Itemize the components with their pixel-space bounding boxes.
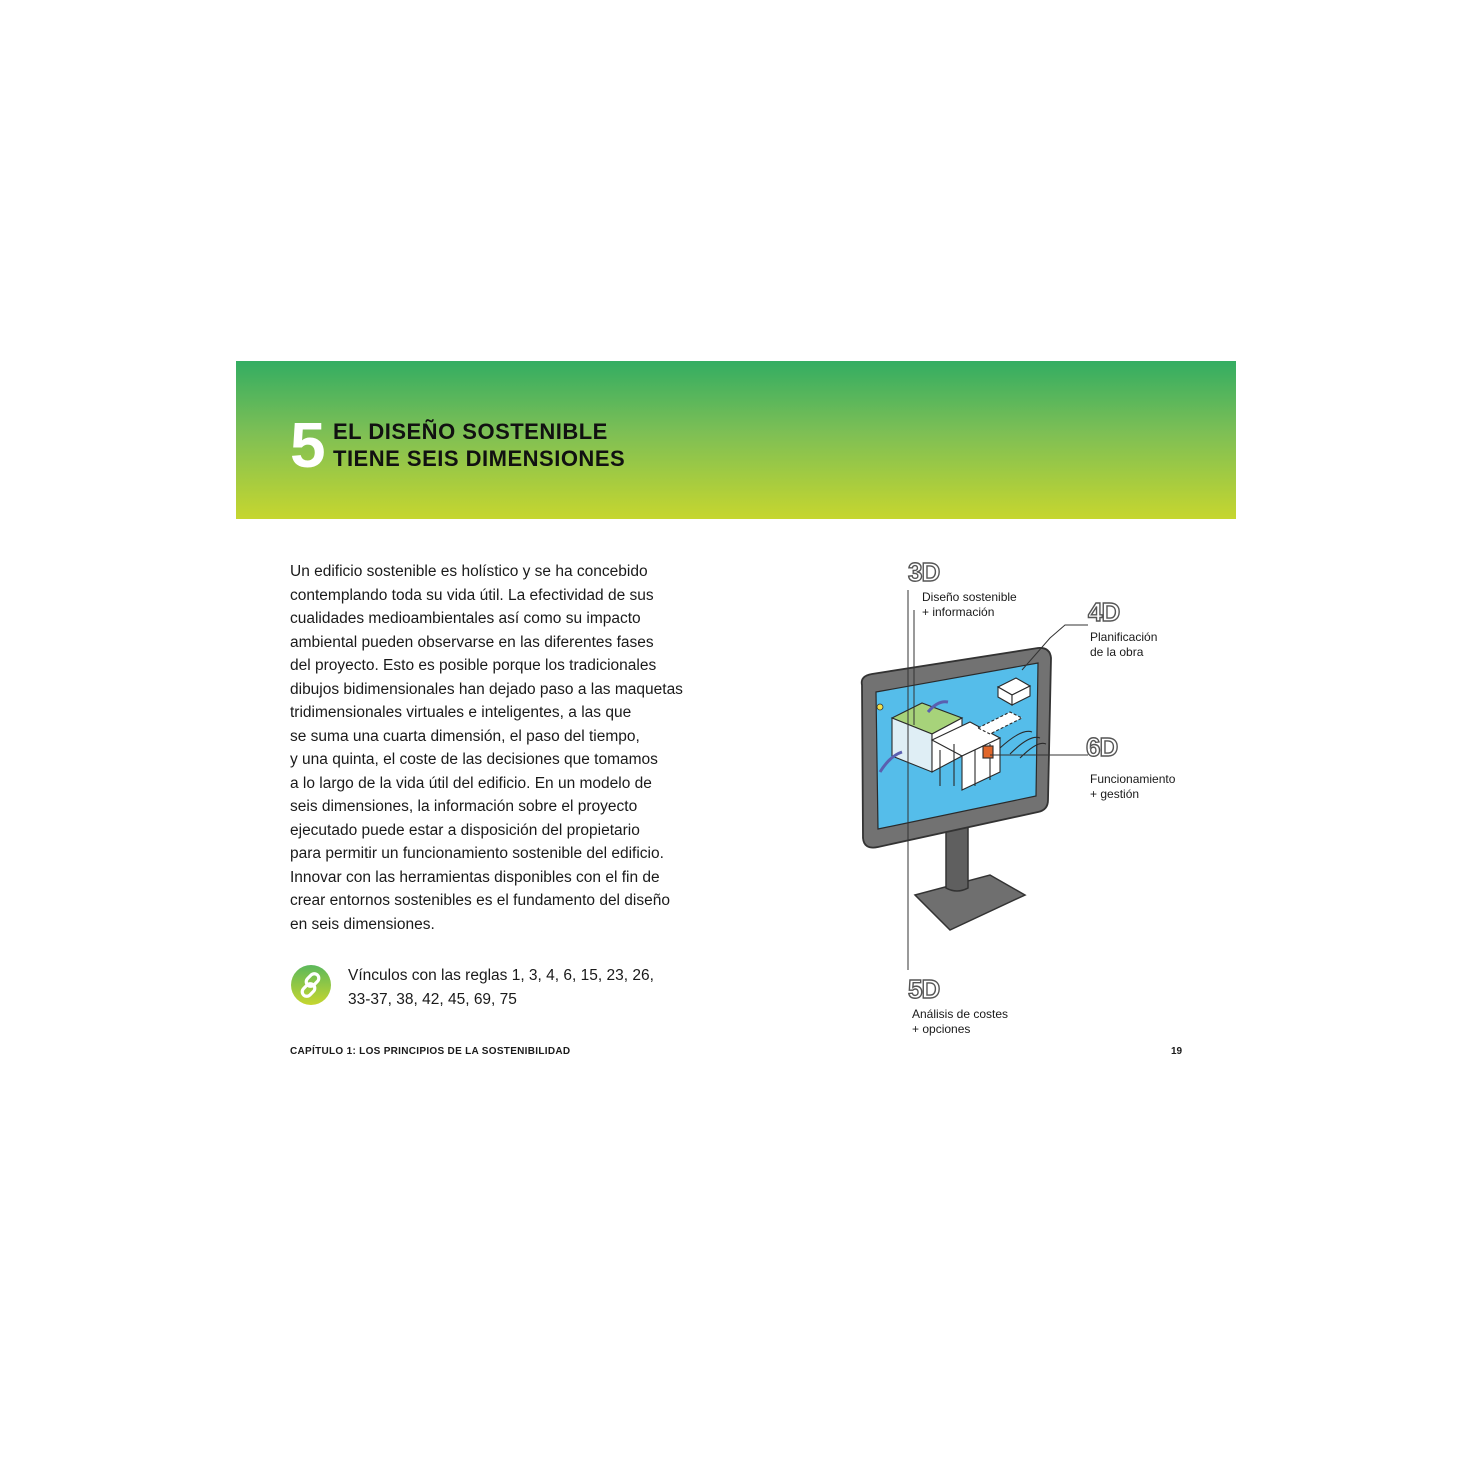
desc-line: Planificación [1090,630,1158,644]
body-line: en seis dimensiones. [290,915,435,933]
rule-number: 5 [290,409,326,481]
body-line: del proyecto. Esto es posible porque los tradicionales [290,657,657,674]
desc-line: Diseño sostenible [922,590,1017,604]
dimension-desc-4d [1090,630,1157,660]
desc-line: + opciones [912,1022,971,1036]
link-icon [291,965,331,1005]
body-line: cualidades medioambientales así como su impacto [290,610,641,627]
dimension-label-3d: 3D [908,557,940,587]
body-line: crear entornos sostenibles es el fundamento del diseño [290,892,670,909]
rule-title-line-2: TIENE SEIS DIMENSIONES [333,446,626,471]
monitor-illustration [850,550,1200,1050]
rule-title [333,418,625,472]
body-line: Innovar con las herramientas disponibles con el fin de [290,868,660,886]
links-line: Vínculos con las reglas 1, 3, 4, 6, 15, 23, 26, [348,967,654,984]
desc-line: + información [922,605,995,619]
desc-line: Funcionamiento [1090,772,1176,786]
dimension-desc-6d [1090,772,1175,802]
body-paragraph [290,560,690,936]
body-line: tridimensionales virtuales e inteligentes, a las que [290,704,632,721]
body-line: para permitir un funcionamiento sostenible del edificio. [290,845,664,862]
body-line: contemplando toda su vida útil. La efectividad de sus [290,586,654,604]
body-line: seis dimensiones, la información sobre el proyecto [290,798,638,815]
chapter-footer: CAPÍTULO 1: LOS PRINCIPIOS DE LA SOSTENIBILIDAD [290,1046,571,1057]
body-line: a lo largo de la vida útil del edificio. En un modelo de [290,774,652,792]
dimension-desc-5d [912,1007,1008,1037]
body-line: ambiental pueden observarse en las diferentes fases [290,633,654,651]
body-line: ejecutado puede estar a disposición del propietario [290,821,640,839]
body-line: y una quinta, el coste de las decisiones que tomamos [290,751,658,768]
dimension-desc-3d [922,590,1017,620]
body-line: Un edificio sostenible es holístico y se ha concebido [290,563,648,580]
desc-line: de la obra [1090,645,1144,659]
links-line: 33-37, 38, 42, 45, 69, 75 [348,990,517,1008]
page-number: 19 [1171,1046,1183,1057]
rule-title-line-1: EL DISEÑO SOSTENIBLE [333,419,608,444]
indicator-dot [877,704,883,710]
body-line: dibujos bidimensionales han dejado paso a las maquetas [290,680,683,698]
links-note [348,964,654,1011]
monitor-base [915,875,1025,930]
dimension-label-6d: 6D [1086,732,1118,762]
desc-line: Análisis de costes [912,1007,1009,1021]
body-line: se suma una cuarta dimensión, el paso del tiempo, [290,727,640,745]
dimension-label-5d: 5D [908,974,940,1004]
dimension-label-4d: 4D [1088,597,1120,627]
desc-line: + gestión [1090,787,1140,801]
